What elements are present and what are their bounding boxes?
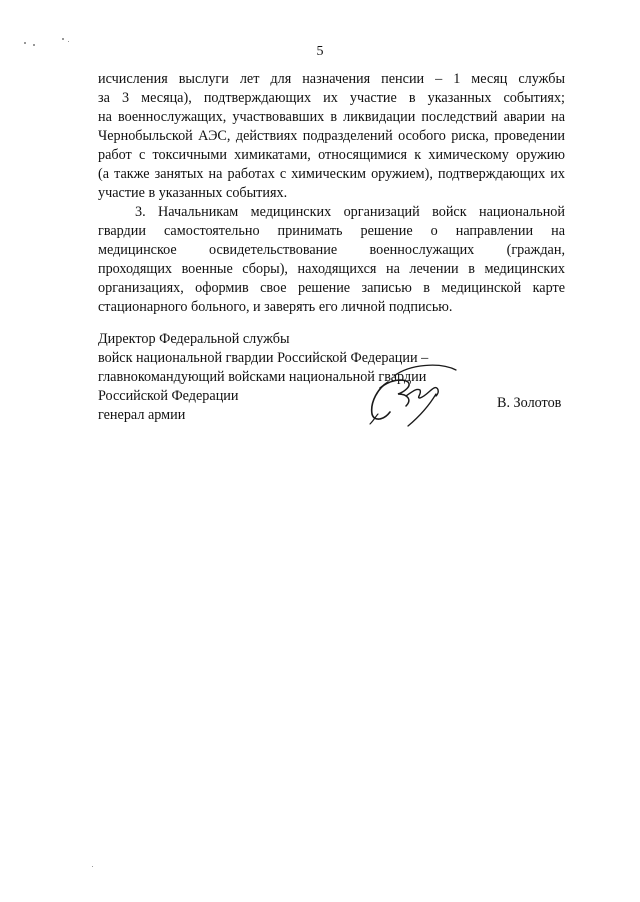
signatory-title-line: Директор Федеральной службы [98,331,290,347]
signatory-name: В. Золотов [497,395,562,411]
text-line: стационарного больного, и заверять его личной подписью. [98,299,453,315]
text-line: работ с токсичными химикатами, относящимися к химическому оружию [98,147,565,163]
signatory-title-line: главнокомандующий войсками национальной гвардии [98,369,427,385]
text-line: (а также занятых на работах с химическим оружием), подтверждающих их [98,166,565,182]
signatory-rank: генерал армии [98,407,186,423]
text-line: за 3 месяца), подтверждающих их участие в указанных событиях; [98,90,565,106]
scan-speck [62,38,64,40]
text-line: 3. Начальникам медицинских организаций войск национальной [135,204,565,220]
text-line: организациях, оформив свое решение записью в медицинской карте [98,280,565,296]
text-line: исчисления выслуги лет для назначения пенсии – 1 месяц службы [98,71,565,87]
text-line: проходящих военные сборы), находящихся на лечении в медицинских [98,261,565,277]
text-line: участие в указанных событиях. [98,185,288,201]
signatory-title-line: Российской Федерации [98,388,239,404]
text-line: гвардии самостоятельно принимать решение о направлении на [98,223,565,239]
text-line: Чернобыльской АЭС, действиях подразделений особого риска, проведении [98,128,565,144]
text-line: медицинское освидетельствование военнослужащих (граждан, [98,242,565,258]
scan-speck [92,866,93,867]
signatory-title-line: войск национальной гвардии Российской Федерации – [98,350,429,366]
scan-speck [68,41,69,42]
scan-speck [24,42,26,44]
handwritten-signature-icon [350,358,460,428]
scan-speck [33,44,35,46]
text-line: на военнослужащих, участвовавших в ликвидации последствий аварии на [98,109,565,125]
page-number: 5 [316,44,324,59]
